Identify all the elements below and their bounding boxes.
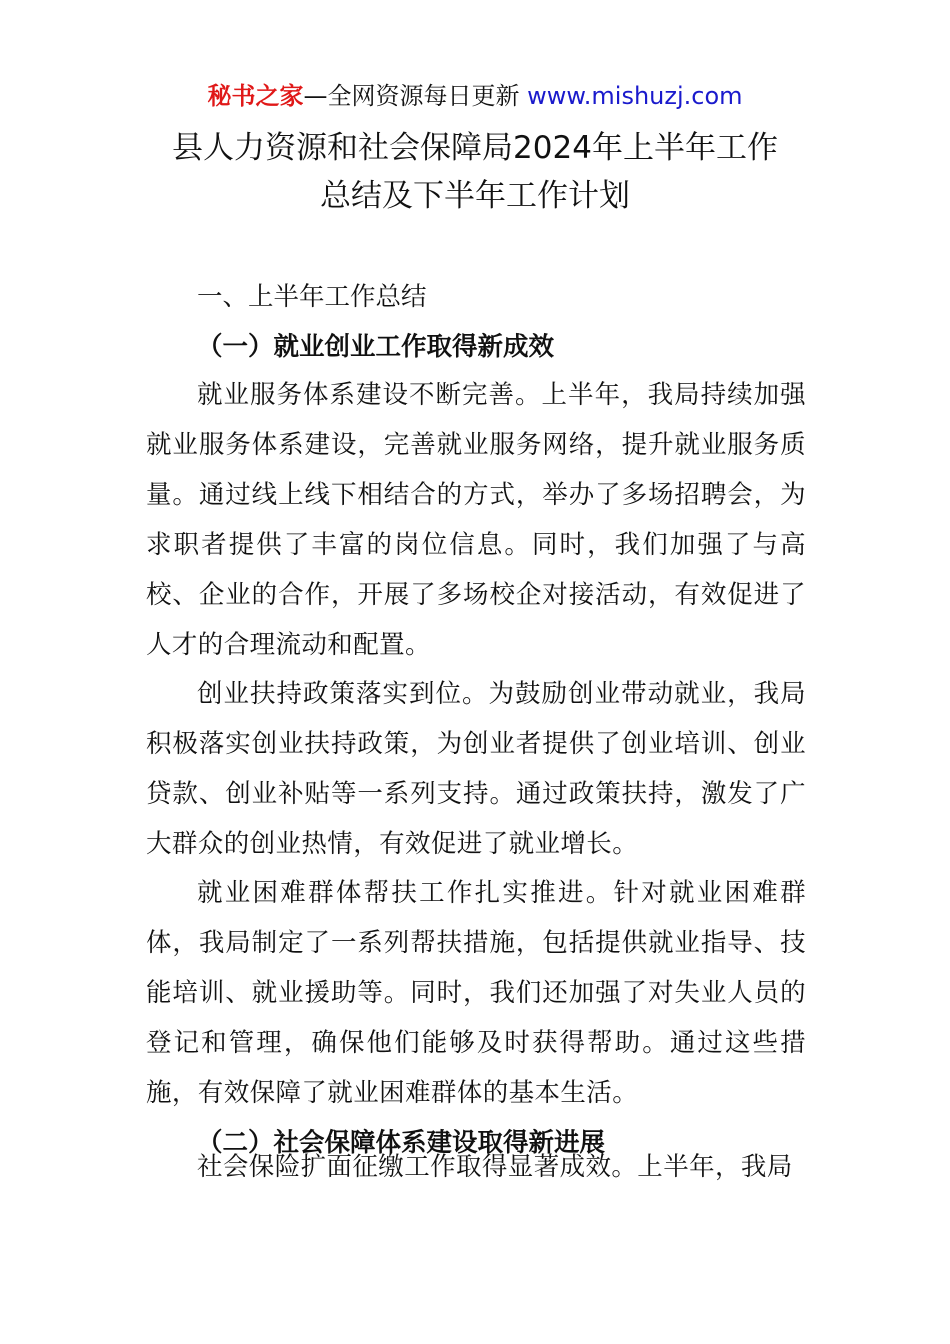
site-tagline: —全网资源每日更新: [303, 82, 520, 110]
site-url-link[interactable]: www.mishuzj.com: [527, 82, 743, 110]
section-heading-part1: 一、上半年工作总结: [197, 282, 427, 312]
paragraph-entrepreneurship-support: 创业扶持政策落实到位。为鼓励创业带动就业，我局积极落实创业扶持政策，为创业者提供了创业培训、创业贷款、创业补贴等一系列支持。通过政策扶持，激发了广大群众的创业热情，有效促进了就业增长。: [146, 679, 806, 859]
document-title-line-1: 县人力资源和社会保障局2024年上半年工作: [172, 130, 778, 166]
subsection-heading-1: （一）就业创业工作取得新成效: [197, 332, 555, 362]
site-brand[interactable]: 秘书之家: [207, 82, 304, 110]
paragraph-difficult-groups: 就业困难群体帮扶工作扎实推进。针对就业困难群体，我局制定了一系列帮扶措施，包括提供就业指导、技能培训、就业援助等。同时，我们还加强了对失业人员的登记和管理，确保他们能够及时获得帮助。通过这些措施，有效保障了就业困难群体的基本生活。: [146, 878, 806, 1108]
document-title-line-2: 总结及下半年工作计划: [320, 178, 630, 214]
site-header: [0, 80, 950, 112]
paragraph-social-insurance: 社会保险扩面征缴工作取得显著成效。上半年，我局: [197, 1152, 793, 1182]
subsection-heading-2: （二）社会保障体系建设取得新进展: [197, 1128, 606, 1158]
paragraph-employment-service: 就业服务体系建设不断完善。上半年，我局持续加强就业服务体系建设，完善就业服务网络，提升就业服务质量。通过线上线下相结合的方式，举办了多场招聘会，为求职者提供了丰富的岗位信息。同时，我们加强了与高校、企业的合作，开展了多场校企对接活动，有效促进了人才的合理流动和配置。: [146, 380, 806, 660]
